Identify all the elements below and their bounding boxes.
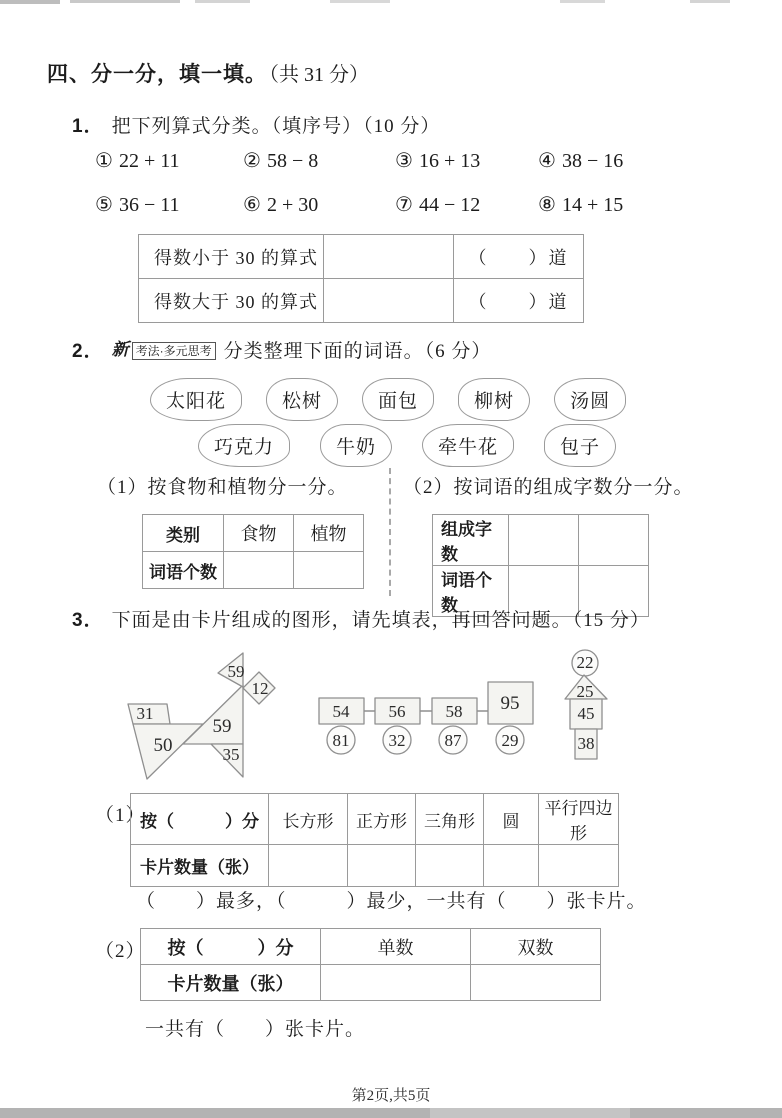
- q1-classification-table: [138, 234, 584, 323]
- card-number: 54: [332, 702, 350, 721]
- header-cell: 食物: [224, 515, 294, 552]
- card-number: 35: [222, 745, 240, 764]
- answer-blank-cell: [471, 965, 601, 1001]
- q3-sub2-label: （2）: [95, 941, 146, 962]
- header-cell: 长方形: [269, 794, 348, 845]
- question-1-prompt: [72, 111, 440, 138]
- card-number: 31: [136, 704, 154, 723]
- question-2-number: 2．: [72, 341, 104, 362]
- header-cell: 类别: [143, 515, 224, 552]
- card-shapes-figure: [0, 645, 782, 795]
- row-label: 词语个数: [433, 566, 509, 617]
- expression-list: [95, 148, 623, 217]
- card-number: 45: [577, 704, 595, 723]
- circled-number: ①: [95, 150, 113, 172]
- circled-number: ⑧: [538, 194, 556, 216]
- q3-sub1-fill-line: （ ）最多，（ ）最少，一共有（ ）张卡片。: [136, 891, 647, 912]
- header-cell: 正方形: [348, 794, 416, 845]
- expression-text: 58 − 8: [266, 150, 319, 172]
- expression-text: 16 + 13: [418, 150, 481, 172]
- header-cell: 双数: [471, 929, 601, 965]
- train-figure: [318, 681, 540, 759]
- badge-new-label: 新: [111, 340, 130, 359]
- page-footer: 第2页,共5页: [351, 1088, 431, 1104]
- expression-text: 22 + 11: [118, 150, 180, 172]
- table-row: [433, 515, 649, 566]
- word-cloud-row-1: [150, 378, 626, 421]
- card-number: 25: [576, 682, 594, 701]
- circled-number: ⑦: [395, 194, 413, 216]
- card-number: 58: [445, 702, 463, 721]
- circled-number: ⑤: [95, 194, 113, 216]
- expression-text: 2 + 30: [266, 194, 319, 216]
- expression-text: 14 + 15: [561, 194, 624, 216]
- word-cloud: 柳树: [458, 378, 530, 421]
- word-cloud: 松树: [266, 378, 338, 421]
- card-number: 22: [576, 653, 594, 672]
- card-number: 38: [577, 734, 595, 753]
- header-cell: 植物: [294, 515, 364, 552]
- question-2-prompt: [72, 335, 491, 363]
- question-3-score: （15 分）: [572, 610, 650, 631]
- section-title: [47, 58, 369, 88]
- answer-blank-cell: [224, 552, 294, 589]
- circled-number: ④: [538, 150, 556, 172]
- header-cell: 圆: [484, 794, 539, 845]
- count-cell: （ ）道: [454, 279, 584, 323]
- word-cloud: 汤圆: [554, 378, 626, 421]
- header-cell: 三角形: [416, 794, 484, 845]
- answer-blank-cell: [484, 845, 539, 887]
- question-3-text: 下面是由卡片组成的图形，请先填表，再回答问题。: [111, 610, 572, 631]
- table-row: [131, 794, 619, 845]
- table-row: [139, 279, 584, 323]
- card-number: 59: [227, 662, 245, 681]
- circled-number: ②: [243, 150, 261, 172]
- row-label: 词语个数: [143, 552, 224, 589]
- q2-food-plant-table: [142, 514, 364, 589]
- q3-parity-table: [140, 928, 601, 1001]
- card-number: 29: [501, 731, 519, 750]
- row-label: 组成字数: [433, 515, 509, 566]
- expression-text: 38 − 16: [561, 150, 624, 172]
- row-label: 卡片数量（张）: [141, 965, 321, 1001]
- table-row: [131, 845, 619, 887]
- scan-artifact: [195, 0, 250, 3]
- card-number: 50: [153, 735, 173, 756]
- tangram-animal-figure: [105, 647, 285, 782]
- table-row: [141, 929, 601, 965]
- expression-item: [395, 192, 538, 217]
- answer-blank-cell: [579, 515, 649, 566]
- card-number: 87: [444, 731, 462, 750]
- scan-artifact: [560, 0, 605, 3]
- answer-blank-cell: [269, 845, 348, 887]
- header-cell: 按（ ）分: [131, 794, 269, 845]
- question-3-prompt: [72, 605, 650, 632]
- word-cloud: 巧克力: [198, 424, 290, 467]
- header-cell: 平行四边形: [539, 794, 619, 845]
- q3-sub2-fill-line: 一共有（ ）张卡片。: [145, 1019, 366, 1040]
- q3-shape-table: [130, 793, 619, 887]
- answer-blank-cell: [509, 515, 579, 566]
- q2-sub1-label: （1）按食物和植物分一分。: [97, 477, 348, 498]
- dashed-divider: [389, 468, 391, 596]
- word-cloud: 太阳花: [150, 378, 242, 421]
- word-cloud: 牛奶: [320, 424, 392, 467]
- scan-artifact: [330, 0, 390, 3]
- circled-number: ⑥: [243, 194, 261, 216]
- row-label: 卡片数量（张）: [131, 845, 269, 887]
- q3-sub1-label: （1）: [95, 805, 146, 826]
- row-label: 得数大于 30 的算式: [139, 279, 324, 323]
- table-row: [139, 235, 584, 279]
- question-2-text: 分类整理下面的词语。: [223, 341, 424, 362]
- question-1-score: （10 分）: [363, 116, 441, 137]
- scan-artifact-bottom: [0, 1108, 782, 1118]
- expression-text: 44 − 12: [418, 194, 481, 216]
- header-cell: 按（ ）分: [141, 929, 321, 965]
- circled-number: ③: [395, 150, 413, 172]
- row-label: 得数小于 30 的算式: [139, 235, 324, 279]
- section-score: （共 31 分）: [269, 64, 369, 86]
- question-1-text: 把下列算式分类。（填序号）: [111, 116, 363, 137]
- section-title-text: 四、分一分，填一填。: [47, 63, 267, 86]
- answer-blank-cell: [539, 845, 619, 887]
- card-number: 81: [332, 731, 350, 750]
- new-method-badge: [112, 335, 216, 361]
- header-cell: 单数: [321, 929, 471, 965]
- count-cell: （ ）道: [454, 235, 584, 279]
- card-number: 56: [388, 702, 406, 721]
- scan-artifact: [690, 0, 730, 3]
- tower-figure: [562, 647, 612, 762]
- answer-blank-cell: [348, 845, 416, 887]
- q2-sub2-label: （2）按词语的组成字数分一分。: [403, 477, 694, 498]
- card-number: 12: [251, 679, 269, 698]
- expression-item: [395, 148, 538, 173]
- expression-item: [538, 192, 623, 217]
- word-cloud-row-2: [198, 424, 616, 467]
- scan-artifact: [0, 0, 60, 4]
- table-row: [143, 515, 364, 552]
- answer-blank-cell: [321, 965, 471, 1001]
- answer-blank-cell: [416, 845, 484, 887]
- question-1-number: 1．: [72, 116, 104, 137]
- answer-blank-cell: [324, 279, 454, 323]
- word-cloud: 牵牛花: [422, 424, 514, 467]
- question-3-number: 3．: [72, 610, 104, 631]
- q2-char-count-table: [432, 514, 649, 617]
- table-row: [141, 965, 601, 1001]
- expression-item: [243, 148, 395, 173]
- scan-artifact: [70, 0, 180, 3]
- expression-item: [95, 192, 243, 217]
- card-number: 59: [212, 716, 232, 737]
- word-cloud: 包子: [544, 424, 616, 467]
- expression-item: [95, 148, 243, 173]
- expression-item: [538, 148, 623, 173]
- card-number: 95: [500, 693, 520, 714]
- answer-blank-cell: [324, 235, 454, 279]
- expression-item: [243, 192, 395, 217]
- card-number: 32: [388, 731, 406, 750]
- badge-box-label: 考法·多元思考: [132, 342, 216, 360]
- expression-text: 36 − 11: [118, 194, 180, 216]
- word-cloud: 面包: [362, 378, 434, 421]
- question-2-score: （6 分）: [424, 341, 492, 362]
- table-row: [143, 552, 364, 589]
- answer-blank-cell: [294, 552, 364, 589]
